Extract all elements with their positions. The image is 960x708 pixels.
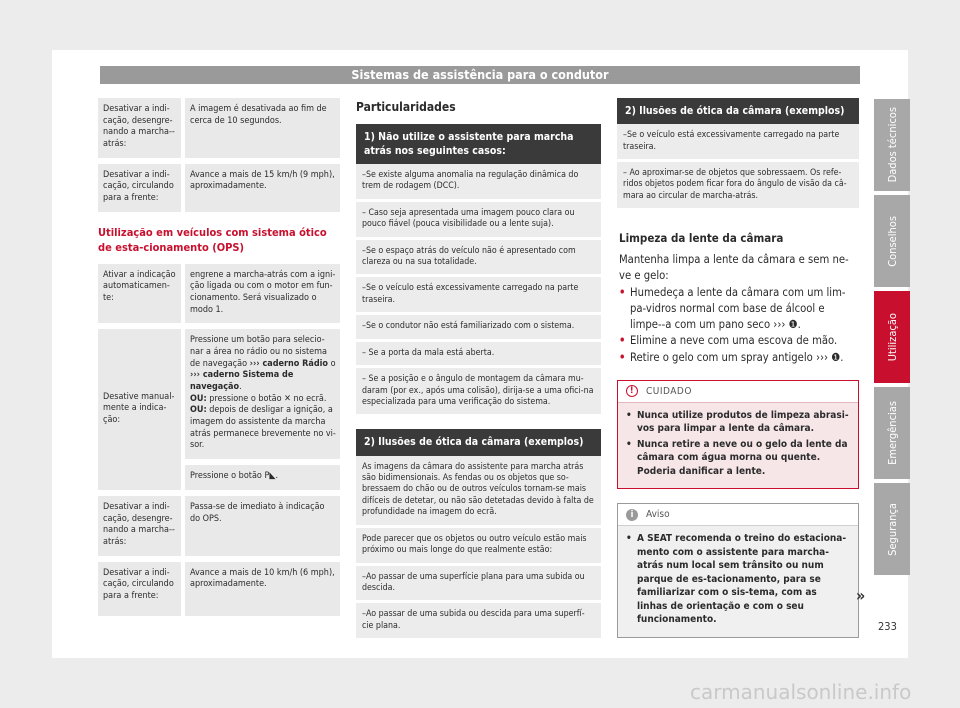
tab-conselhos[interactable]: Conselhos bbox=[874, 195, 910, 287]
info-label: Aviso bbox=[646, 509, 670, 521]
or-label: OU: bbox=[190, 393, 207, 404]
heading-particularidades: Particularidades bbox=[356, 100, 456, 114]
table-row bbox=[98, 98, 340, 164]
box-title-optical-illusions-cont: 2) Ilusões de ótica da câmara (exemplos) bbox=[617, 98, 859, 124]
page-header: Sistemas de assistência para o condutor bbox=[100, 66, 860, 84]
table-row bbox=[98, 264, 340, 330]
list-optical-illusions-cont bbox=[617, 124, 859, 211]
tab-utilizacao[interactable]: Utilização bbox=[874, 291, 910, 383]
list-item: –Se existe alguma anomalia na regulação dinâmica do trem de rodagem (DCC). bbox=[356, 164, 601, 202]
list-item: –Se o espaço atrás do veículo não é apresentado com clareza ou na sua totalidade. bbox=[356, 240, 601, 278]
table-row bbox=[98, 562, 340, 622]
info-icon: i bbox=[626, 509, 638, 521]
box-title-do-not-use: 1) Não utilize o assistente para marcha atrás nos seguintes casos: bbox=[356, 124, 601, 164]
list-optical-illusions bbox=[356, 456, 601, 642]
list-item: • Retire o gelo com um spray antigelo ››› ❶. bbox=[619, 350, 859, 366]
table-cell-label: Ativar a indicação automaticamen-te: bbox=[98, 264, 185, 330]
lens-cleaning-intro: Mantenha limpa a lente da câmara e sem ne-ve e gelo: bbox=[619, 253, 849, 283]
link-radio[interactable]: ››› caderno Rádio bbox=[249, 358, 328, 369]
table-cell-value: Avance a mais de 15 km/h (9 mph), aproximadamente. bbox=[185, 164, 340, 218]
list-item: – Caso seja apresentada uma imagem pouco clara ou pouco fiável (pouca visibilidade ou a lente suja). bbox=[356, 202, 601, 240]
list-item: – Se a posição e o ângulo de montagem da câmara mu-daram (por ex., após uma colisão), dirija-se a uma ofici-na especializada para uma verificação do sistema. bbox=[356, 368, 601, 417]
side-tabs bbox=[874, 99, 910, 579]
table-cell-label: Desativar a indi-cação, circulando para a frente: bbox=[98, 562, 185, 622]
section-title-ops: Utilização em veículos com sistema ótico de esta-cionamento (OPS) bbox=[98, 225, 327, 254]
caution-label: CUIDADO bbox=[646, 385, 692, 397]
list-item: • A SEAT recomenda o treino do estaciona-mento com o assistente para marcha-atrás num local sem trânsito ou num parque de es-tacionamento, para se familiarizar com o sis-tema, com as linhas de orientação e com o seu funcionamento. bbox=[626, 532, 850, 627]
box-title-optical-illusions: 2) Ilusões de ótica da câmara (exemplos) bbox=[356, 429, 601, 455]
table-cell-label: Desative manual-mente a indica-ção: bbox=[98, 329, 185, 496]
text-span: o bbox=[330, 358, 336, 369]
text-span: depois de desligar a ignição, a imagem do assistente da marcha atrás permanece brevemente no vi-sor. bbox=[190, 405, 336, 451]
table-row bbox=[98, 496, 340, 562]
page-number: 233 bbox=[878, 620, 897, 633]
list-item: • Humedeça a lente da câmara com um lim-pa-vidros normal com base de álcool e limpe--a com um pano seco ››› ❶. bbox=[619, 285, 859, 334]
link-navigation[interactable]: ››› caderno Sistema de navegação bbox=[190, 370, 294, 392]
list-item: • Nunca retire a neve ou o gelo da lente da câmara com água morna ou quente. Poderia danificar a lente. bbox=[626, 438, 850, 479]
list-item: • Elimine a neve com uma escova de mão. bbox=[619, 333, 859, 349]
or-label: OU: bbox=[190, 405, 207, 416]
caution-box bbox=[617, 380, 859, 490]
list-item: –Se o veículo está excessivamente carregado na parte traseira. bbox=[617, 124, 859, 162]
lens-cleaning-title: Limpeza da lente da câmara bbox=[619, 231, 784, 246]
table-cell-value: Avance a mais de 10 km/h (6 mph), aproximadamente. bbox=[185, 562, 340, 622]
table-cell-value: A imagem é desativada ao fim de cerca de 10 segundos. bbox=[185, 98, 340, 164]
table-cell-label: Desativar a indi-cação, desengre-nando a marcha--atrás: bbox=[98, 98, 185, 164]
tab-dados-tecnicos[interactable]: Dados técnicos bbox=[874, 99, 910, 191]
continue-arrow-icon: » bbox=[856, 586, 866, 605]
list-item: –Ao passar de uma subida ou descida para uma superfí-cie plana. bbox=[356, 603, 601, 641]
list-item: • Nunca utilize produtos de limpeza abrasi-vos para limpar a lente da câmara. bbox=[626, 409, 850, 436]
list-item: As imagens da câmara do assistente para marcha atrás são bidimensionais. As fendas ou os objetos que so-bressaem do chão ou de outros veículos tornam-se mais difíceis de detetar, ou não são detetadas devido à falta de profundidade na imagem do ecrã. bbox=[356, 456, 601, 528]
list-item: – Se a porta da mala está aberta. bbox=[356, 342, 601, 368]
tab-seguranca[interactable]: Segurança bbox=[874, 483, 910, 575]
list-item: – Ao aproximar-se de objetos que sobressaem. Os refe-ridos objetos podem ficar fora do ângulo de visão da câ-mara ao circular de marcha-atrás. bbox=[617, 162, 859, 211]
table-row bbox=[98, 329, 340, 465]
table-cell-value: engrene a marcha-atrás com a igni-ção ligada ou com o motor em fun-cionamento. Será visualizado o modo 1. bbox=[185, 264, 340, 330]
column-left bbox=[98, 98, 340, 622]
table-cell-value: Pressione um botão para selecio-nar a área no rádio ou no sistema de navegação ››› caderno Rádio o ››› caderno Sistema de navegação. OU: pressione o botão ✕ no ecrã. OU: depois de desligar a ignição, a imagem do assistente da marcha atrás permanece brevemente no vi-sor. bbox=[185, 329, 340, 465]
list-item: Pode parecer que os objetos ou outro veículo estão mais próximo ou mais longe do que realmente estão: bbox=[356, 528, 601, 566]
table-cell-value: Pressione o botão P◣. bbox=[185, 465, 340, 496]
table-cell-label: Desativar a indi-cação, circulando para a frente: bbox=[98, 164, 185, 218]
deactivation-table bbox=[98, 98, 340, 218]
table-cell-label: Desativar a indi-cação, desengre-nando a marcha--atrás: bbox=[98, 496, 185, 562]
watermark: carmanualsonline.info bbox=[690, 680, 912, 704]
text-span: Pressione um botão para selecio-nar a área no rádio ou no sistema de navegação bbox=[190, 335, 327, 369]
info-box bbox=[617, 503, 859, 638]
column-right bbox=[617, 98, 859, 638]
list-do-not-use bbox=[356, 164, 601, 417]
table-row bbox=[98, 164, 340, 218]
list-item: –Se o condutor não está familiarizado com o sistema. bbox=[356, 315, 601, 341]
tab-emergencias[interactable]: Emergências bbox=[874, 387, 910, 479]
table-cell-value: Passa-se de imediato à indicação do OPS. bbox=[185, 496, 340, 562]
column-middle bbox=[356, 98, 601, 641]
list-item: –Se o veículo está excessivamente carregado na parte traseira. bbox=[356, 277, 601, 315]
ops-table bbox=[98, 264, 340, 622]
text-span: pressione o botão ✕ no ecrã. bbox=[209, 393, 327, 404]
list-item: –Ao passar de uma superfície plana para uma subida ou descida. bbox=[356, 566, 601, 604]
caution-icon: ! bbox=[626, 385, 638, 397]
